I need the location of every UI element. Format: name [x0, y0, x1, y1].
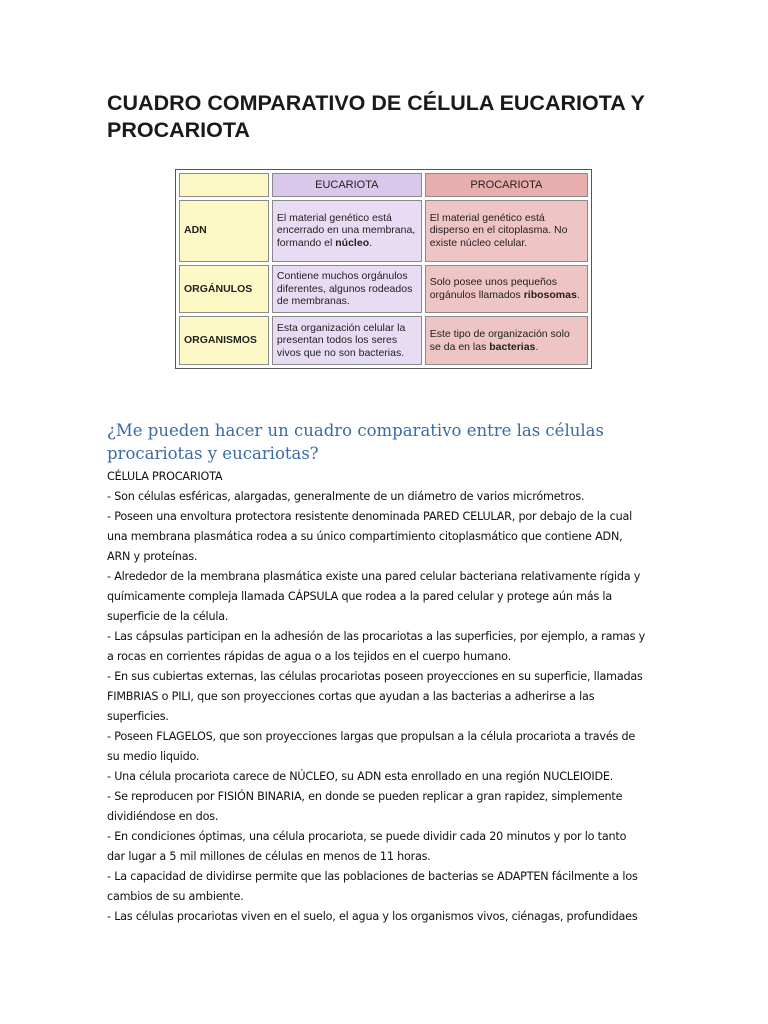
table-header-eucariota: EUCARIOTA [272, 173, 422, 197]
cell-organulos-eucariota [272, 265, 422, 314]
page-title [107, 90, 707, 144]
body-line: CÉLULA PROCARIOTA [107, 470, 223, 483]
table-header-empty-cell [179, 173, 269, 197]
cell-organulos-procariota [425, 265, 588, 314]
body-line: - Son células esféricas, alargadas, generalmente de un diámetro de varios micrómetros. [107, 490, 585, 503]
table-row [179, 200, 588, 262]
body-line: - En sus cubiertas externas, las células procariotas poseen proyecciones en su superficie, llamadas [107, 670, 643, 683]
cell-bold-term: núcleo [335, 236, 370, 249]
body-line: - Las células procariotas viven en el suelo, el agua y los organismos vivos, ciénagas, profundidaes [107, 910, 638, 923]
cell-text: El material genético está encerrado en una membrana, formando el [276, 211, 416, 249]
body-line: - Poseen una envoltura protectora resistente denominada PARED CELULAR, por debajo de la cual [107, 510, 633, 523]
cell-tail: . [369, 236, 373, 249]
question-line-1: ¿Me pueden hacer un cuadro comparativo entre las células [107, 421, 604, 440]
cell-text: Esta organización celular la presentan todos los seres vivos que no son bacterias. [276, 321, 406, 359]
body-line: - La capacidad de dividirse permite que las poblaciones de bacterias se ADAPTEN fácilmente a los [107, 870, 638, 883]
body-line: cambios de su ambiente. [107, 890, 244, 903]
cell-adn-eucariota [272, 200, 422, 262]
table-header-row [179, 173, 588, 197]
question-heading [107, 419, 667, 465]
cell-organismos-eucariota [272, 316, 422, 365]
row-label-adn: ADN [179, 200, 269, 262]
body-line: ARN y proteínas. [107, 550, 198, 563]
body-line: - Una célula procariota carece de NÚCLEO, su ADN esta enrollado en una región NUCLEIOIDE. [107, 770, 614, 783]
page-title-line-2: PROCARIOTA [107, 118, 250, 142]
table-header-procariota: PROCARIOTA [425, 173, 588, 197]
body-line: superficie de la célula. [107, 610, 229, 623]
body-line: dividiéndose en dos. [107, 810, 219, 823]
body-line: - En condiciones óptimas, una célula procariota, se puede dividir cada 20 minutos y por lo tanto [107, 830, 627, 843]
cell-bold-term: bacterias [489, 340, 536, 353]
table-row [179, 265, 588, 314]
cell-organismos-procariota [425, 316, 588, 365]
body-text [107, 467, 667, 927]
body-line: su medio liquido. [107, 750, 200, 763]
cell-tail: . [535, 340, 539, 353]
body-line: a rocas en corrientes rápidas de agua o a los tejidos en el cuerpo humano. [107, 650, 511, 663]
comparison-table [176, 170, 591, 368]
question-line-2: procariotas y eucariotas? [107, 444, 319, 463]
cell-text: Contiene muchos orgánulos diferentes, algunos rodeados de membranas. [276, 270, 413, 308]
comparison-table-frame [175, 169, 592, 369]
body-line: - Poseen FLAGELOS, que son proyecciones largas que propulsan a la célula procariota a través de [107, 730, 636, 743]
body-line: químicamente compleja llamada CÁPSULA que rodea a la pared celular y protege aún más la [107, 590, 612, 603]
row-label-organismos: ORGANISMOS [179, 316, 269, 365]
body-line: una membrana plasmática rodea a su único compartimiento citoplasmático que contiene ADN, [107, 530, 623, 543]
cell-adn-procariota [425, 200, 588, 262]
body-line: FIMBRIAS o PILI, que son proyecciones cortas que ayudan a las bacterias a adherirse a las [107, 690, 595, 703]
body-line: - Las cápsulas participan en la adhesión de las procariotas a las superficies, por ejemplo, a ramas y [107, 630, 646, 643]
page-title-line-1: CUADRO COMPARATIVO DE CÉLULA EUCARIOTA Y [107, 91, 645, 115]
body-line: - Se reproducen por FISIÓN BINARIA, en donde se pueden replicar a gran rapidez, simplemente [107, 790, 623, 803]
body-line: superficies. [107, 710, 169, 723]
cell-text: El material genético está disperso en el citoplasma. No existe núcleo celular. [429, 211, 568, 249]
body-line: dar lugar a 5 mil millones de células en menos de 11 horas. [107, 850, 431, 863]
body-line: - Alrededor de la membrana plasmática existe una pared celular bacteriana relativamente rígida y [107, 570, 641, 583]
cell-bold-term: ribosomas [523, 288, 577, 301]
cell-tail: . [576, 288, 580, 301]
cell-text: Solo posee unos pequeños orgánulos llamados [429, 276, 557, 301]
table-row [179, 316, 588, 365]
row-label-organulos: ORGÁNULOS [179, 265, 269, 314]
cell-text: Este tipo de organización solo se da en las [429, 328, 570, 353]
